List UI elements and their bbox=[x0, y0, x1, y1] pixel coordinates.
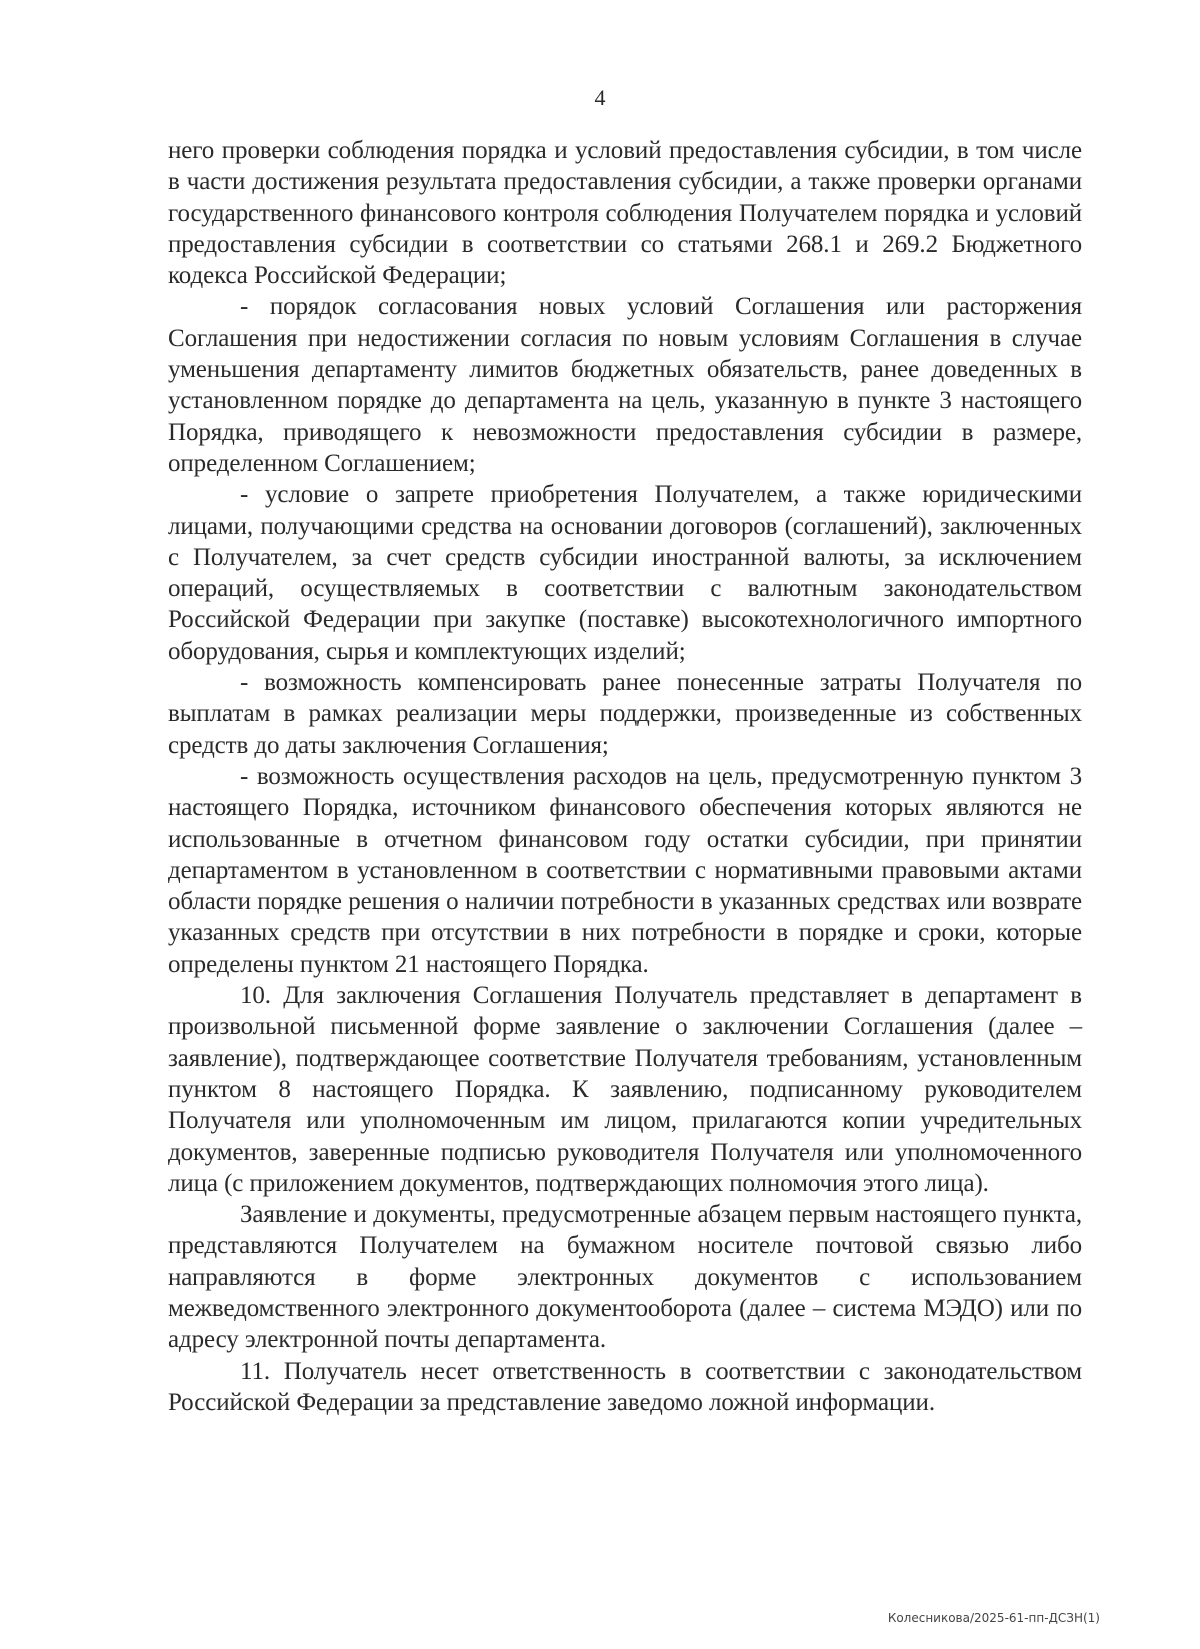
document-body bbox=[168, 135, 1082, 1418]
paragraph-agreement-terms: - порядок согласования новых условий Соглашения или расторжения Соглашения при недостижении согласия по новым условиям Соглашения в случае уменьшения департаменту лимитов бюджетных обязательств, ранее доведенных в установленном порядке до департамента на цель, указанную в пункте 3 настоящего Порядка, приводящего к невозможности предоставления субсидии в размере, определенном Соглашением; bbox=[168, 293, 1082, 477]
paragraph-remaining-funds: - возможность осуществления расходов на цель, предусмотренную пунктом 3 настоящего Порядка, источником финансового обеспечения которых являются не использованные в отчетном финансовом году остатки субсидии, при принятии департаментом в установленном в соответствии с нормативными правовыми актами области порядке решения о наличии потребности в указанных средствах или возврате указанных средств при отсутствии в них потребности в порядке и сроки, которые определены пунктом 21 настоящего Порядка. bbox=[168, 762, 1082, 978]
paragraph-compensation: - возможность компенсировать ранее понесенные затраты Получателя по выплатам в рамках реализации меры поддержки, произведенные из собственных средств до даты заключения Соглашения; bbox=[168, 669, 1082, 759]
footer-code: Колесникова/2025-61-пп-ДСЗН(1) bbox=[887, 1611, 1100, 1625]
paragraph-continuation: него проверки соблюдения порядка и условий предоставления субсидии, в том числе в части достижения результата предоставления субсидии, а также проверки органами государственного финансового контроля соблюдения Получателем порядка и условий предоставления субсидии в соответствии со статьями 268.1 и 269.2 Бюджетного кодекса Российской Федерации; bbox=[168, 137, 1082, 290]
paragraph-currency-ban: - условие о запрете приобретения Получателем, а также юридическими лицами, получающими средства на основании договоров (соглашений), заключенных с Получателем, за счет средств субсидии иностранной валюты, за исключением операций, осуществляемых в соответствии с валютным законодательством Российской Федерации при закупке (поставке) высокотехнологичного импортного оборудования, сырья и комплектующих изделий; bbox=[168, 481, 1082, 665]
paragraph-submission: Заявление и документы, предусмотренные абзацем первым настоящего пункта, представляются Получателем на бумажном носителе почтовой связью либо направляются в форме электронных документов с использованием межведомственного электронного документооборота (далее – система МЭДО) или по адресу электронной почты департамента. bbox=[168, 1201, 1082, 1354]
paragraph-item-10: 10. Для заключения Соглашения Получатель представляет в департамент в произвольной письменной форме заявление о заключении Соглашения (далее – заявление), подтверждающее соответствие Получателя требованиям, установленным пунктом 8 настоящего Порядка. К заявлению, подписанному руководителем Получателя или уполномоченным им лицом, прилагаются копии учредительных документов, заверенные подписью руководителя Получателя или уполномоченного лица (с приложением документов, подтверждающих полномочия этого лица). bbox=[168, 982, 1082, 1197]
page-number: 4 bbox=[594, 85, 606, 110]
paragraph-item-11: 11. Получатель несет ответственность в соответствии с законодательством Российской Федерации за представление заведомо ложной информации. bbox=[168, 1357, 1082, 1416]
